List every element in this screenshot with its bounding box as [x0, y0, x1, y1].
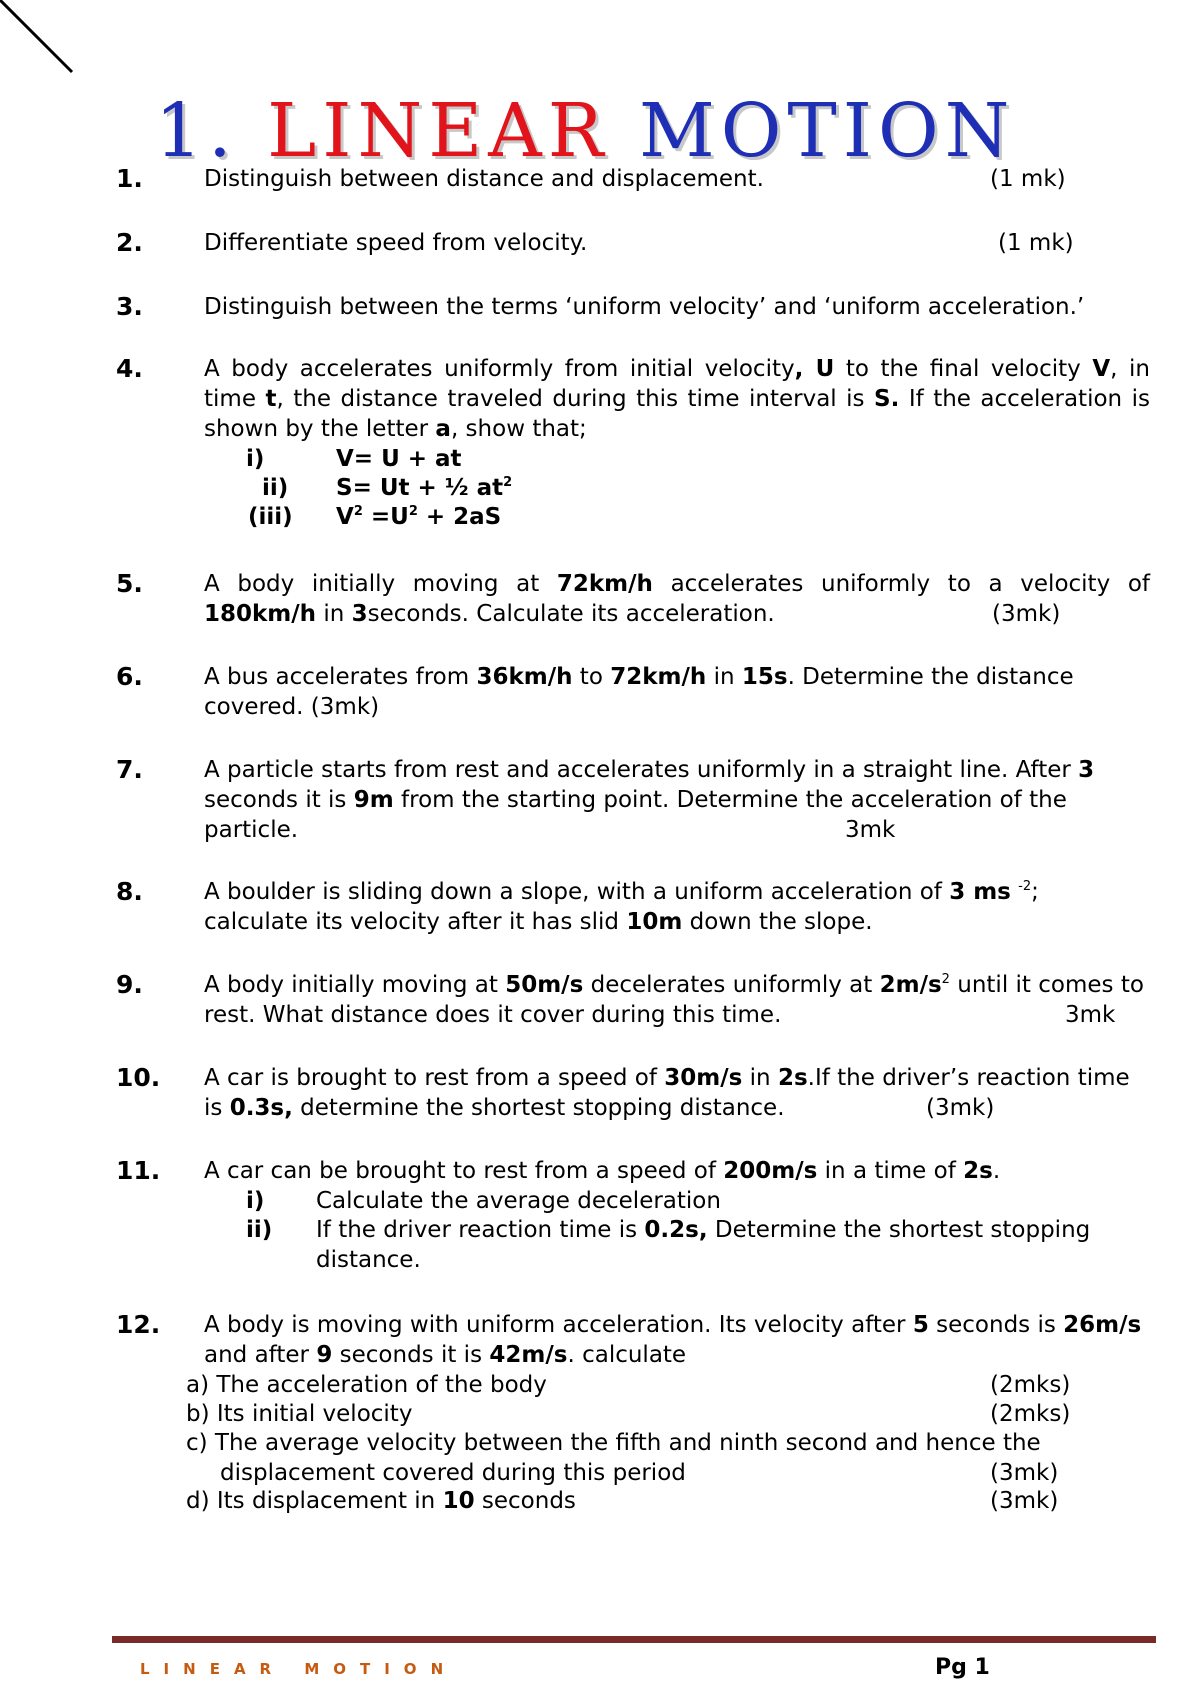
question-number: 3. [116, 292, 143, 321]
question-number: 5. [116, 569, 143, 598]
question-text: A boulder is sliding down a slope, with a uniform acceleration of 3 ms $^{-2}$; calculate its velocity after it has slid 10m down the slope. [204, 879, 1039, 935]
question-number: 4. [116, 354, 143, 383]
equation-item: (iii) $V^2 =U^2 + 2aS$ [248, 504, 502, 530]
question-text: A car can be brought to rest from a speed of 200m/s in a time of 2s. [204, 1158, 1001, 1184]
part-item: b) Its initial velocity (2mks) [186, 1401, 1071, 1427]
question-text: Distinguish between the terms ‘uniform velocity’ and ‘uniform acceleration.’ [204, 294, 1085, 320]
part-list [0, 1370, 1200, 1515]
part-item: d) Its displacement in 10 seconds (3mk) [186, 1488, 1059, 1514]
corner-diagonal-line [0, 0, 80, 80]
question-text: A body is moving with uniform acceleration. Its velocity after 5 seconds is 26m/s and after 9 seconds it is 42m/s. calculate [204, 1312, 1142, 1368]
footer-title: LINEAR MOTION [140, 1660, 458, 1678]
question-marks: (3mk) [992, 601, 1061, 627]
question-text: A body initially moving at 72km/h accelerates uniformly to a velocity of 180km/h in 3seconds. Calculate its acceleration. [204, 571, 1150, 627]
question-number: 8. [116, 877, 143, 906]
question-text: A body accelerates uniformly from initial velocity, U to the final velocity V, in time t, the distance traveled during this time interval is S. If the acceleration is shown by the letter a, show that; [204, 356, 1150, 442]
question-text: Differentiate speed from velocity. [204, 230, 588, 256]
title-word-linear: LINEAR [267, 88, 610, 174]
sub-question-list [0, 1186, 1200, 1273]
equation-list [0, 444, 1200, 531]
question-number: 6. [116, 662, 143, 691]
part-item: a) The acceleration of the body (2mks) [186, 1372, 1071, 1398]
equation-item: ii) S= Ut + ½ $at^2$ [262, 475, 513, 501]
question-marks: 3mk [1065, 1002, 1116, 1028]
sub-question: i) Calculate the average deceleration [246, 1188, 721, 1214]
page-title [155, 88, 1115, 174]
question-marks: 3mk [845, 817, 896, 843]
footer-rule [112, 1636, 1156, 1643]
question-number: 10. [116, 1063, 161, 1092]
question-number: 12. [116, 1310, 161, 1339]
sub-question: ii) If the driver reaction time is 0.2s, Determine the shortest stopping distance. [246, 1217, 1091, 1273]
question-marks: (1 mk) [990, 166, 1066, 192]
question-text: A body initially moving at 50m/s decelerates uniformly at $2m/s^2$ until it comes to rest. What distance does it cover during this time. [204, 972, 1144, 1028]
question-text: Distinguish between distance and displacement. [204, 166, 764, 192]
title-number: 1. [155, 88, 238, 174]
question-number: 9. [116, 970, 143, 999]
question-text: A car is brought to rest from a speed of 30m/s in 2s.If the driver’s reaction time is 0.3s, determine the shortest stopping distance. [204, 1065, 1130, 1121]
equation-item: i) V= U + at [246, 446, 462, 472]
page-number: Pg 1 [935, 1655, 990, 1680]
question-number: 2. [116, 228, 143, 257]
title-word-motion: MOTION [638, 88, 1016, 174]
question-number: 11. [116, 1156, 161, 1185]
part-item: c) The average velocity between the fifth and ninth second and hence the displacement covered during this period (3mk) [186, 1430, 1059, 1486]
question-number: 1. [116, 164, 143, 193]
question-number: 7. [116, 755, 143, 784]
question-text: A bus accelerates from 36km/h to 72km/h in 15s. Determine the distance covered. (3mk) [204, 664, 1074, 720]
question-marks: (3mk) [926, 1095, 995, 1121]
question-text: A particle starts from rest and accelerates uniformly in a straight line. After 3 seconds it is 9m from the starting point. Determine the acceleration of the particle. [204, 757, 1095, 843]
question-marks: (1 mk) [998, 230, 1074, 256]
